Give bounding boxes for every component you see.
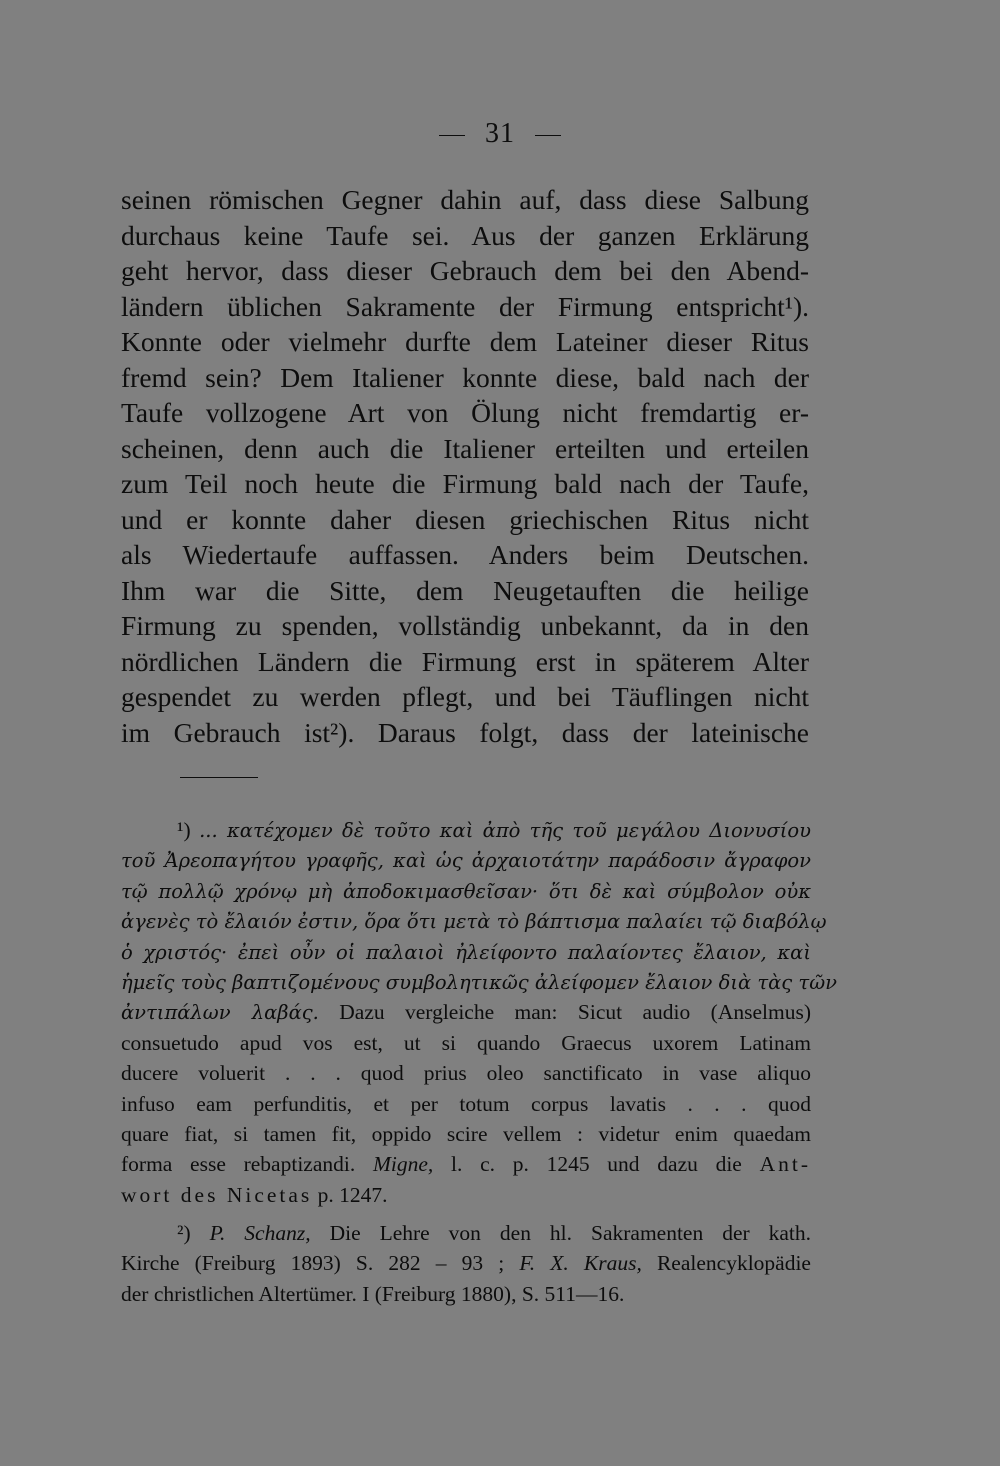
greek-text: τῷ πολλῷ χρόνῳ μὴ ἀποδοκιμασθεῖσαν· ὅτι δὲ καὶ σύμβολον οὐκ (121, 879, 811, 903)
footnote-separator (180, 777, 258, 778)
author-name: Migne, (372, 1152, 434, 1177)
header-dash-right (535, 135, 561, 137)
header-dash-left (439, 135, 465, 137)
text-line: nördlichen Ländern die Firmung erst in späterem Alter (121, 645, 809, 677)
footnote-line: consuetudo apud vos est, ut si quando Graecus uxorem Latinam (121, 1030, 811, 1055)
spaced-text: Ant- (759, 1152, 812, 1177)
text-line: seinen römischen Gegner dahin auf, dass diese Salbung (121, 184, 809, 215)
text-line: durchaus keine Taufe sei. Aus der ganzen Erklärung (121, 219, 809, 251)
author-name: P. Schanz, (209, 1221, 311, 1246)
footnote-marker: ¹) (177, 818, 191, 842)
reference-text: l. c. p. 1245 und dazu die (433, 1152, 760, 1177)
footnotes (121, 815, 837, 1309)
text-line: fremd sein? Dem Italiener konnte diese, bald nach der (121, 361, 809, 393)
footnote-line: infuso eam perfunditis, et per totum corpus lavatis . . . quod (121, 1091, 811, 1116)
page-number-header (0, 118, 1000, 150)
footnote-line (121, 876, 811, 906)
latin-text: Dazu vergleiche man: Sicut audio (Anselmus) (318, 1000, 811, 1025)
footnote-line (121, 906, 827, 936)
text-line: zum Teil noch heute die Firmung bald nach der Taufe, (121, 468, 809, 499)
latin-text: forma esse rebaptizandi. (121, 1152, 373, 1177)
text-line: Taufe vollzogene Art von Ölung nicht fremdartig er- (121, 397, 809, 428)
spaced-text: wort des Nicetas (121, 1182, 313, 1207)
reference-text: Kirche (Freiburg 1893) S. 282 – 93 ; (121, 1251, 520, 1276)
footnote-line (121, 1180, 811, 1210)
greek-text: ... κατέχομεν δὲ τοῦτο καὶ ἀπὸ τῆς τοῦ μεγάλου Διονυσίου (199, 819, 811, 842)
reference-text: Die Lehre von den hl. Sakramenten der kath. (310, 1221, 812, 1246)
footnote-line: der christlichen Altertümer. I (Freiburg 1880), S. 511—16. (121, 1281, 625, 1306)
footnote-line (121, 997, 811, 1027)
text-line: ländern üblichen Sakramente der Firmung entspricht¹). (121, 290, 809, 322)
greek-text: ἡμεῖς τοὺς βαπτιζομένους συμβολητικῶς ἀλείφομεν ἔλαιον διὰ τὰς τῶν (121, 970, 837, 994)
reference-text: Realencyklopädie (641, 1251, 811, 1276)
footnote-line: quare fiat, si tamen fit, oppido scire vellem : videtur enim quaedam (121, 1121, 811, 1146)
greek-text: ἀγενὲς τὸ ἔλαιόν ἐστιν, ὅρα ὅτι μετὰ τὸ βάπτισμα παλαίει τῷ διαβόλῳ (121, 910, 827, 934)
footnote-2 (121, 1218, 811, 1309)
text-line: Ihm war die Sitte, dem Neugetauften die heilige (121, 574, 809, 606)
text-line: und er konnte daher diesen griechischen Ritus nicht (121, 503, 809, 535)
text-line: im Gebrauch ist²). Daraus folgt, dass der lateinische (121, 716, 809, 748)
page-number: 31 (485, 118, 515, 149)
main-text (121, 182, 809, 750)
text-line: gespendet zu werden pflegt, und bei Täuflingen nicht (121, 681, 809, 712)
text-line: geht hervor, dass dieser Gebrauch dem bei den Abend- (121, 255, 809, 286)
footnote-line (121, 967, 837, 997)
footnote-line (121, 845, 811, 875)
footnote-marker: ²) (177, 1221, 191, 1246)
author-name: F. X. Kraus, (519, 1251, 642, 1276)
text-line: scheinen, denn auch die Italiener erteilten und erteilen (121, 432, 809, 464)
footnote-line (121, 815, 811, 845)
greek-text: ἀντιπάλων λαβάς. (121, 1001, 319, 1025)
footnote-line (121, 1218, 811, 1248)
reference-text: p. 1247. (312, 1182, 388, 1207)
greek-text: ὁ χριστός· ἐπεὶ οὖν οἱ παλαιοὶ ἠλείφοντο παλαίοντες ἔλαιον, καὶ (121, 940, 811, 964)
greek-text: τοῦ Ἀρεοπαγήτου γραφῆς, καὶ ὡς ἀρχαιοτάτην παράδοσιν ἄγραφον (121, 849, 811, 873)
text-line: Firmung zu spenden, vollständig unbekannt, da in den (121, 610, 809, 641)
footnote-line (121, 1149, 811, 1179)
footnote-1 (121, 815, 837, 1210)
footnote-line (121, 937, 811, 967)
footnote-line: ducere voluerit . . . quod prius oleo sanctificato in vase aliquo (121, 1061, 811, 1086)
text-line: Konnte oder vielmehr durfte dem Lateiner dieser Ritus (121, 326, 809, 357)
text-line: als Wiedertaufe auffassen. Anders beim Deutschen. (121, 539, 809, 570)
footnote-line (121, 1248, 811, 1278)
